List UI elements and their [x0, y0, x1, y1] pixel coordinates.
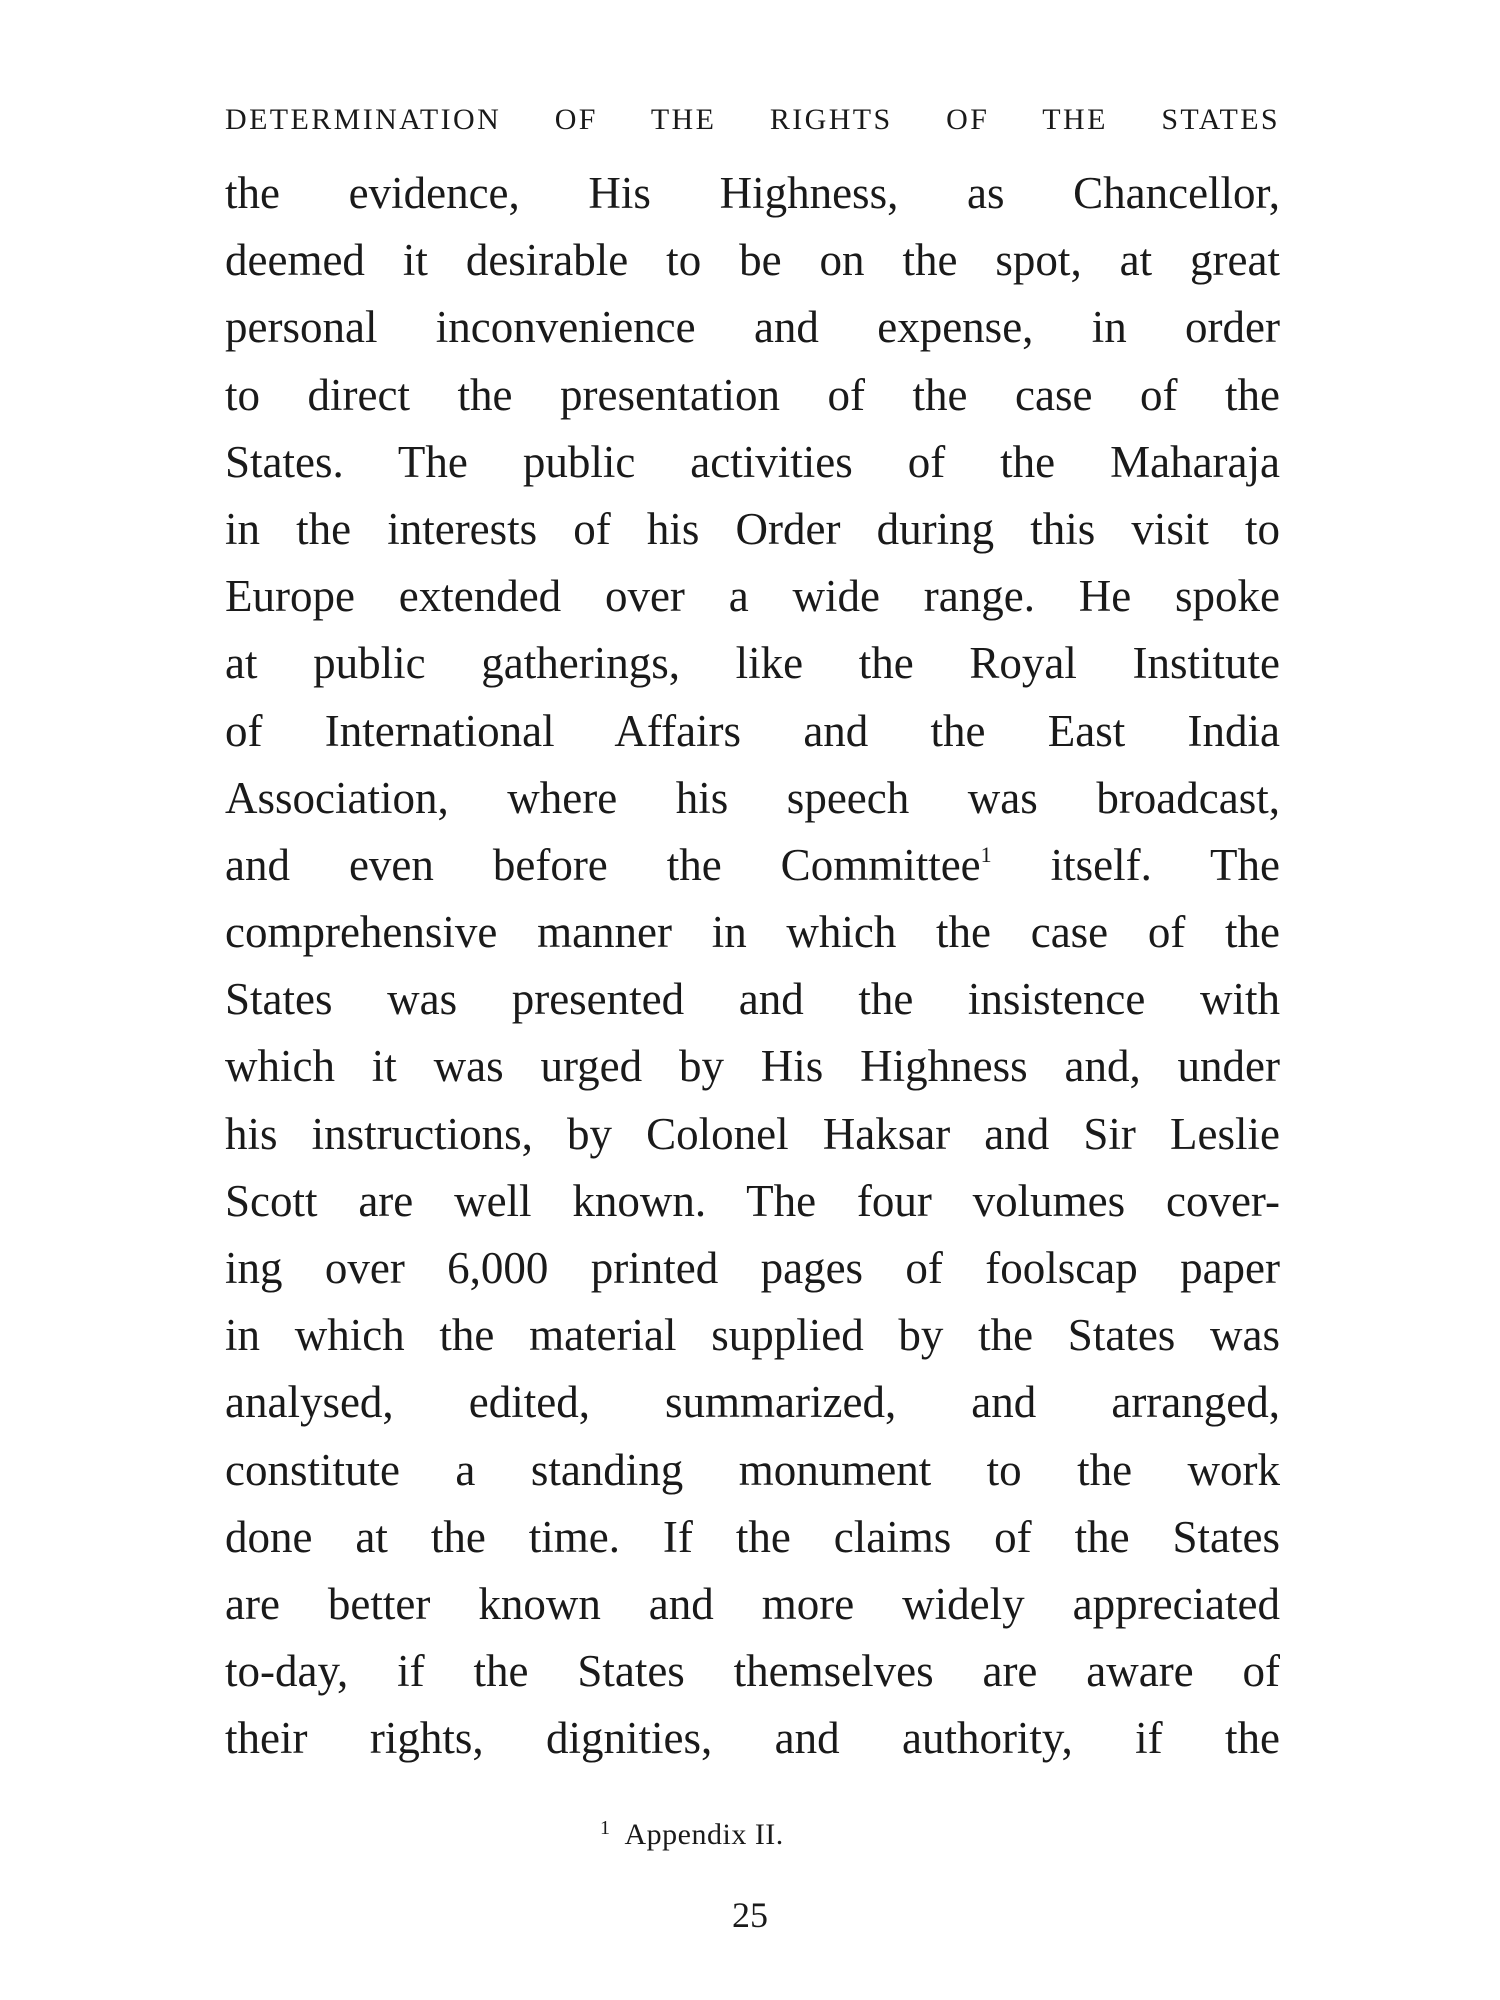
text-segment: and even before the Committee	[225, 839, 981, 890]
page-number: 25	[732, 1895, 768, 1935]
text-line: at public gatherings, like the Royal Institute	[225, 638, 1280, 689]
text-line: in the interests of his Order during this visit to	[225, 503, 1280, 554]
text-line: done at the time. If the claims of the States	[225, 1511, 1280, 1562]
text-line: deemed it desirable to be on the spot, at great	[225, 235, 1280, 286]
footnote-text: Appendix II.	[624, 1818, 784, 1851]
text-line: of International Affairs and the East India	[225, 705, 1280, 756]
text-line: which it was urged by His Highness and, under	[225, 1041, 1280, 1092]
text-line-with-footnote-ref	[225, 832, 1280, 899]
text-line: Scott are well known. The four volumes cover-	[225, 1175, 1280, 1226]
running-head: DETERMINATION OF THE RIGHTS OF THE STATES	[225, 103, 1280, 136]
footnote	[600, 1808, 784, 1851]
text-line: their rights, dignities, and authority, if the	[225, 1713, 1280, 1764]
text-line: States. The public activities of the Maharaja	[225, 436, 1280, 487]
text-line: Association, where his speech was broadcast,	[225, 772, 1280, 823]
text-line: personal inconvenience and expense, in order	[225, 302, 1280, 353]
text-line: Europe extended over a wide range. He spoke	[225, 571, 1280, 622]
text-line: ing over 6,000 printed pages of foolscap paper	[225, 1243, 1280, 1293]
text-line: constitute a standing monument to the work	[225, 1444, 1280, 1495]
text-line: analysed, edited, summarized, and arranged,	[225, 1377, 1280, 1428]
text-line: States was presented and the insistence with	[225, 974, 1280, 1025]
footnote-reference: 1	[980, 841, 992, 867]
body-text	[225, 160, 1280, 1773]
text-line: in which the material supplied by the States was	[225, 1310, 1280, 1361]
text-line: his instructions, by Colonel Haksar and Sir Leslie	[225, 1108, 1280, 1159]
text-segment: itself. The	[1050, 839, 1280, 890]
text-line: the evidence, His Highness, as Chancellor,	[225, 168, 1280, 218]
text-line: to direct the presentation of the case of the	[225, 369, 1280, 420]
footnote-marker: 1	[600, 1817, 611, 1839]
text-line: are better known and more widely appreciated	[225, 1578, 1280, 1629]
text-line: to-day, if the States themselves are aware of	[225, 1646, 1280, 1697]
text-line: comprehensive manner in which the case of the	[225, 907, 1280, 958]
